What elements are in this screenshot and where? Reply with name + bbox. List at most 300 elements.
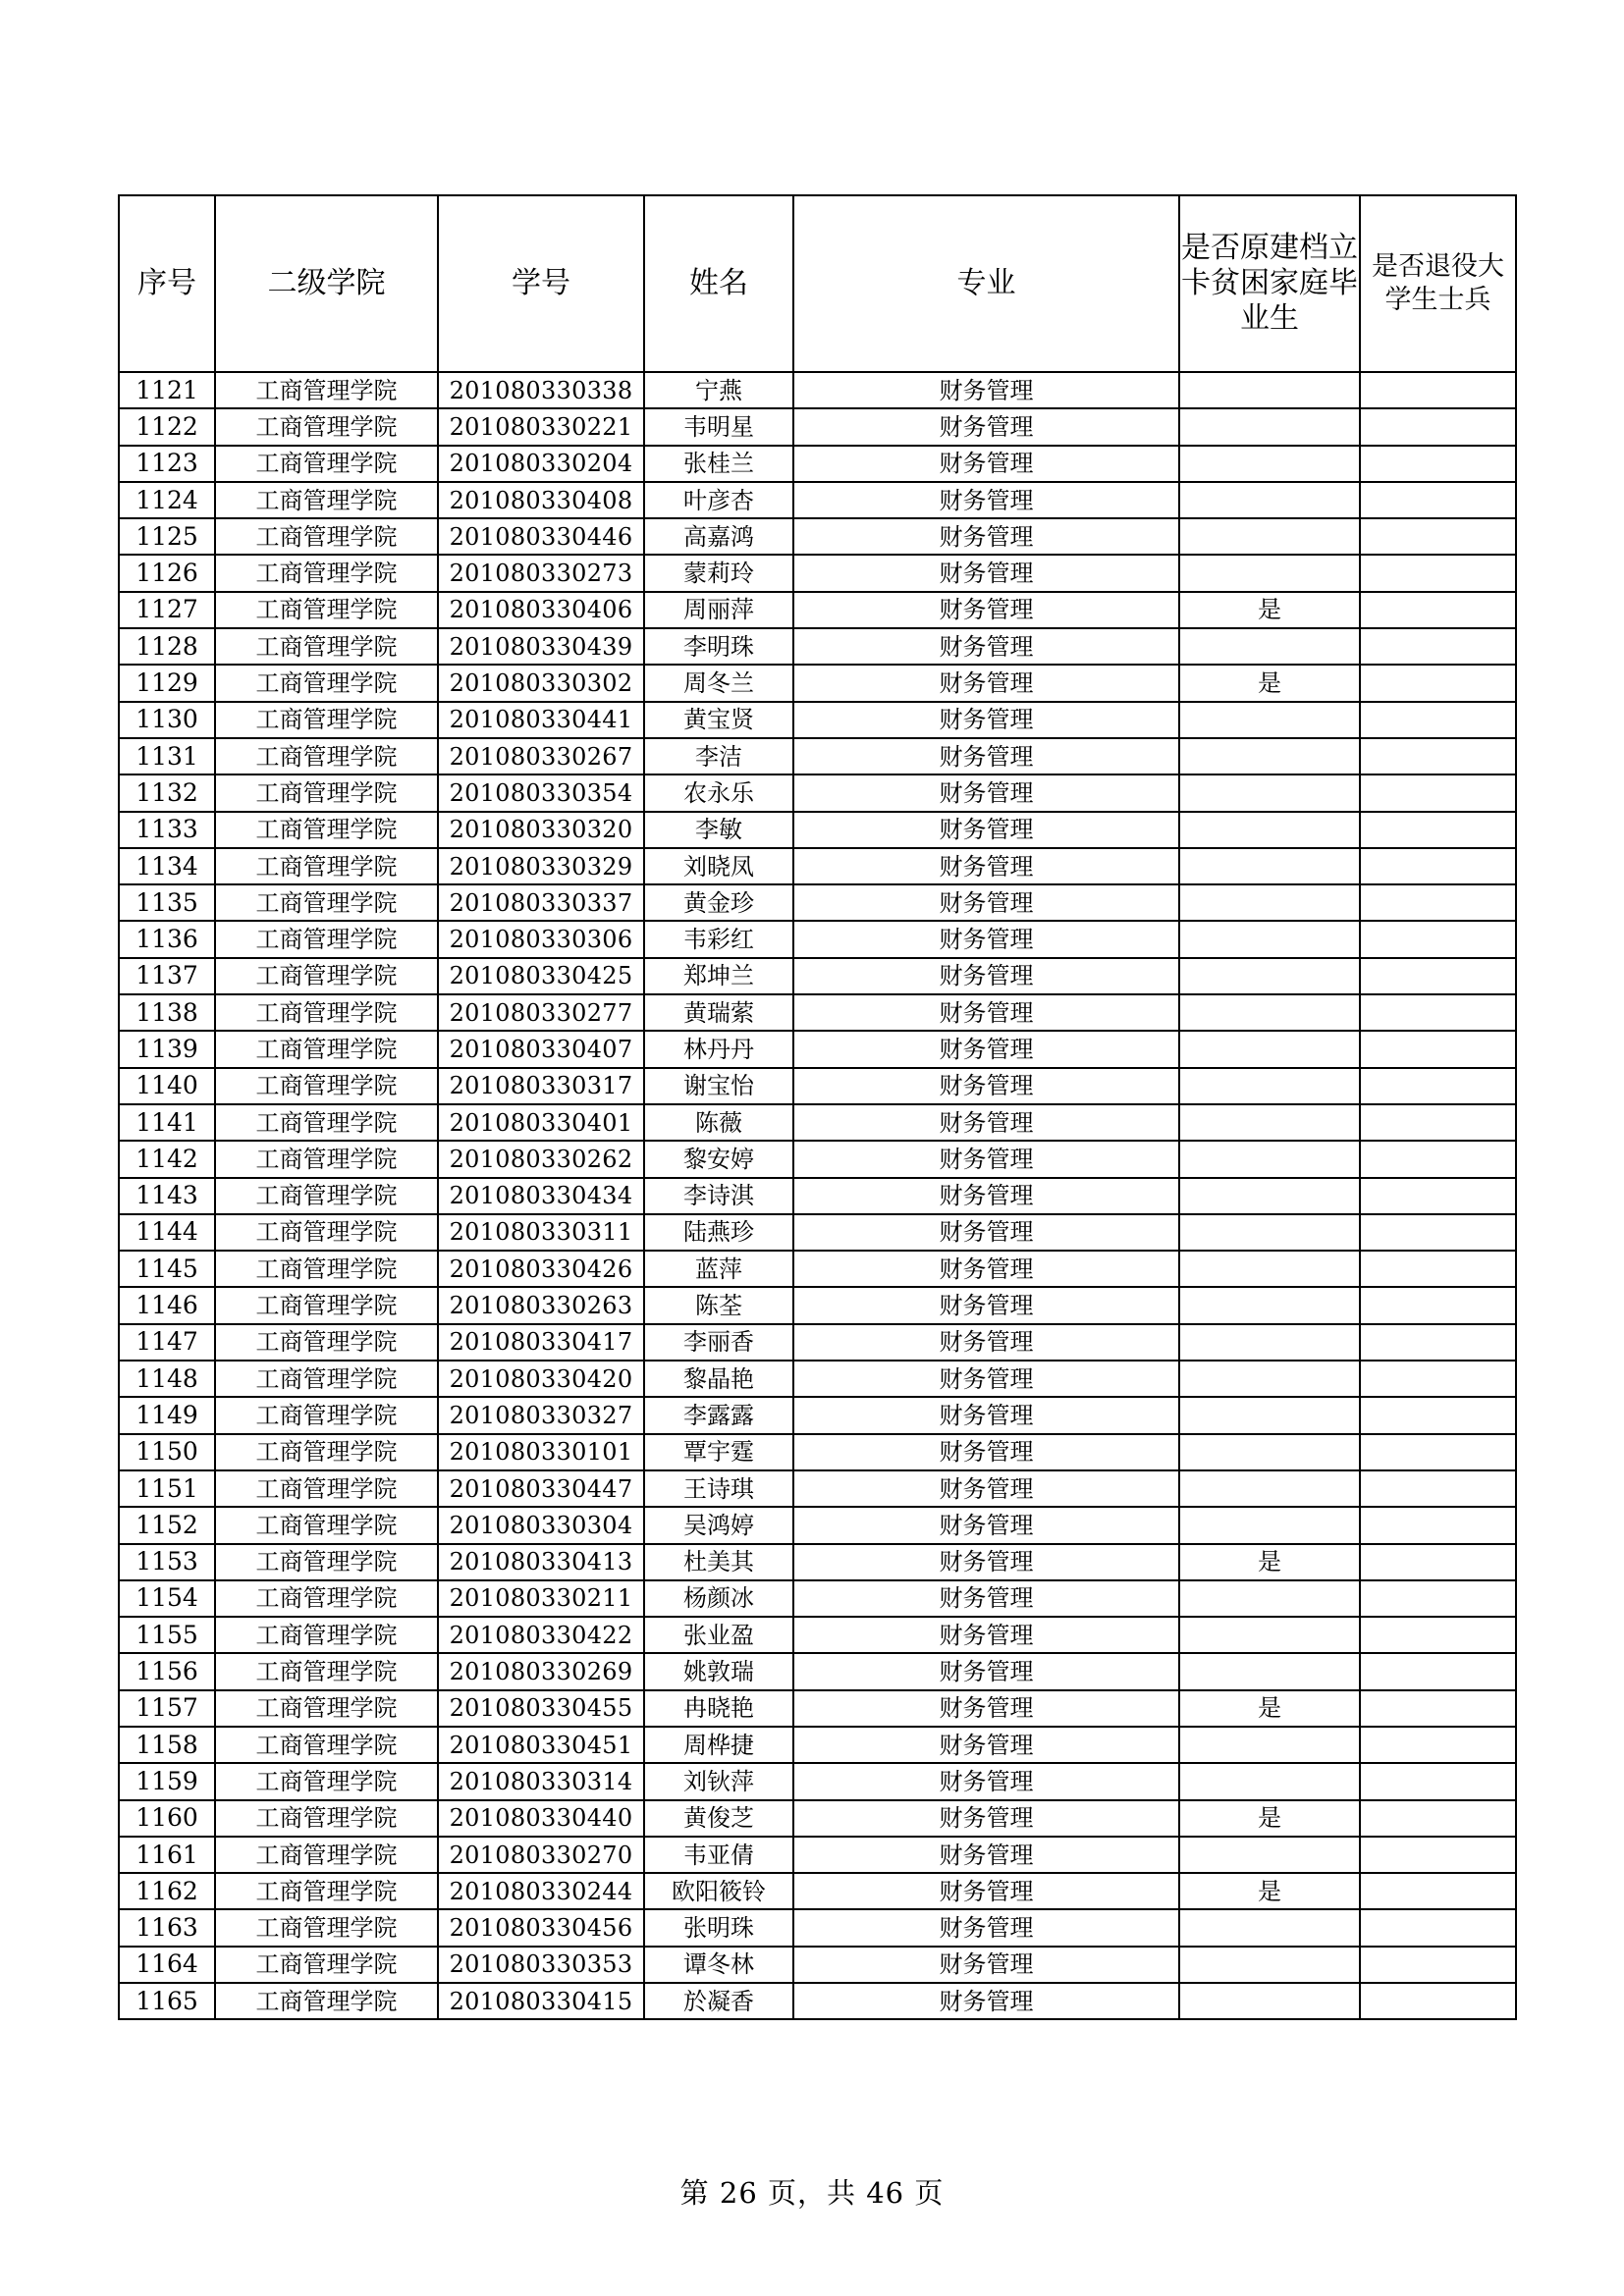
table-row: [119, 408, 1516, 445]
cell-name: 覃宇霆: [644, 1434, 793, 1470]
cell-name: 杜美其: [644, 1544, 793, 1580]
cell-poverty-family-graduate: 是: [1179, 1690, 1360, 1727]
cell-veteran-student: [1360, 848, 1516, 884]
cell-college: 工商管理学院: [215, 702, 438, 738]
cell-college: 工商管理学院: [215, 555, 438, 591]
cell-poverty-family-graduate: [1179, 848, 1360, 884]
cell-major: 财务管理: [793, 1690, 1179, 1727]
table-row: [119, 1837, 1516, 1873]
cell-poverty-family-graduate: 是: [1179, 1800, 1360, 1837]
cell-name: 蓝萍: [644, 1251, 793, 1287]
cell-poverty-family-graduate: [1179, 958, 1360, 994]
cell-veteran-student: [1360, 1763, 1516, 1799]
cell-student-id: 201080330447: [438, 1470, 644, 1507]
cell-poverty-family-graduate: 是: [1179, 1873, 1360, 1909]
table-row: [119, 738, 1516, 774]
cell-serial-number: 1144: [119, 1214, 215, 1251]
table-row: [119, 921, 1516, 957]
header-student-id: 学号: [438, 195, 644, 372]
cell-poverty-family-graduate: [1179, 1361, 1360, 1397]
cell-serial-number: 1150: [119, 1434, 215, 1470]
table-row: [119, 628, 1516, 665]
cell-poverty-family-graduate: [1179, 1178, 1360, 1214]
cell-student-id: 201080330401: [438, 1104, 644, 1141]
cell-major: 财务管理: [793, 1324, 1179, 1361]
cell-student-id: 201080330263: [438, 1287, 644, 1323]
cell-name: 高嘉鸿: [644, 518, 793, 555]
cell-college: 工商管理学院: [215, 1141, 438, 1177]
cell-poverty-family-graduate: [1179, 555, 1360, 591]
cell-name: 周桦捷: [644, 1727, 793, 1763]
cell-poverty-family-graduate: [1179, 482, 1360, 518]
page-number: 第 26 页，共 46 页: [679, 2176, 945, 2210]
cell-serial-number: 1162: [119, 1873, 215, 1909]
cell-college: 工商管理学院: [215, 1690, 438, 1727]
table-row: [119, 1653, 1516, 1689]
cell-major: 财务管理: [793, 1507, 1179, 1543]
cell-name: 郑坤兰: [644, 958, 793, 994]
cell-student-id: 201080330304: [438, 1507, 644, 1543]
cell-serial-number: 1157: [119, 1690, 215, 1727]
cell-name: 冉晓艳: [644, 1690, 793, 1727]
table-row: [119, 1580, 1516, 1617]
cell-serial-number: 1132: [119, 774, 215, 811]
cell-major: 财务管理: [793, 1178, 1179, 1214]
cell-poverty-family-graduate: [1179, 1434, 1360, 1470]
cell-college: 工商管理学院: [215, 1909, 438, 1946]
cell-veteran-student: [1360, 1800, 1516, 1837]
cell-veteran-student: [1360, 372, 1516, 408]
cell-name: 谢宝怡: [644, 1068, 793, 1104]
cell-student-id: 201080330320: [438, 812, 644, 848]
cell-serial-number: 1153: [119, 1544, 215, 1580]
cell-name: 林丹丹: [644, 1031, 793, 1067]
cell-student-id: 201080330337: [438, 884, 644, 921]
cell-poverty-family-graduate: [1179, 1947, 1360, 1983]
header-name: 姓名: [644, 195, 793, 372]
cell-student-id: 201080330306: [438, 921, 644, 957]
cell-student-id: 201080330269: [438, 1653, 644, 1689]
table-row: [119, 1397, 1516, 1433]
cell-name: 谭冬林: [644, 1947, 793, 1983]
cell-major: 财务管理: [793, 1544, 1179, 1580]
cell-serial-number: 1156: [119, 1653, 215, 1689]
cell-college: 工商管理学院: [215, 1470, 438, 1507]
cell-name: 李丽香: [644, 1324, 793, 1361]
table-row: [119, 372, 1516, 408]
cell-veteran-student: [1360, 1214, 1516, 1251]
cell-name: 李敏: [644, 812, 793, 848]
cell-name: 黄俊芝: [644, 1800, 793, 1837]
cell-serial-number: 1160: [119, 1800, 215, 1837]
cell-veteran-student: [1360, 1068, 1516, 1104]
cell-serial-number: 1143: [119, 1178, 215, 1214]
cell-veteran-student: [1360, 1690, 1516, 1727]
cell-major: 财务管理: [793, 1800, 1179, 1837]
cell-college: 工商管理学院: [215, 1031, 438, 1067]
cell-major: 财务管理: [793, 1434, 1179, 1470]
cell-name: 於凝香: [644, 1983, 793, 2019]
cell-poverty-family-graduate: 是: [1179, 1544, 1360, 1580]
table-row: [119, 994, 1516, 1031]
table-row: [119, 1690, 1516, 1727]
cell-veteran-student: [1360, 1324, 1516, 1361]
cell-poverty-family-graduate: [1179, 518, 1360, 555]
table-row: [119, 555, 1516, 591]
cell-serial-number: 1124: [119, 482, 215, 518]
cell-name: 韦彩红: [644, 921, 793, 957]
cell-serial-number: 1135: [119, 884, 215, 921]
cell-serial-number: 1122: [119, 408, 215, 445]
cell-major: 财务管理: [793, 1287, 1179, 1323]
cell-major: 财务管理: [793, 812, 1179, 848]
header-college: 二级学院: [215, 195, 438, 372]
cell-veteran-student: [1360, 1397, 1516, 1433]
cell-veteran-student: [1360, 446, 1516, 482]
cell-veteran-student: [1360, 1653, 1516, 1689]
cell-serial-number: 1147: [119, 1324, 215, 1361]
cell-veteran-student: [1360, 1104, 1516, 1141]
cell-major: 财务管理: [793, 738, 1179, 774]
cell-student-id: 201080330451: [438, 1727, 644, 1763]
cell-name: 李露露: [644, 1397, 793, 1433]
cell-major: 财务管理: [793, 994, 1179, 1031]
cell-veteran-student: [1360, 1727, 1516, 1763]
table-row: [119, 1434, 1516, 1470]
cell-serial-number: 1140: [119, 1068, 215, 1104]
cell-serial-number: 1129: [119, 665, 215, 701]
cell-student-id: 201080330338: [438, 372, 644, 408]
cell-veteran-student: [1360, 884, 1516, 921]
cell-name: 叶彦杏: [644, 482, 793, 518]
cell-poverty-family-graduate: [1179, 774, 1360, 811]
cell-student-id: 201080330327: [438, 1397, 644, 1433]
cell-poverty-family-graduate: [1179, 994, 1360, 1031]
cell-name: 张桂兰: [644, 446, 793, 482]
cell-serial-number: 1163: [119, 1909, 215, 1946]
cell-name: 周冬兰: [644, 665, 793, 701]
cell-name: 周丽萍: [644, 592, 793, 628]
cell-college: 工商管理学院: [215, 774, 438, 811]
cell-student-id: 201080330317: [438, 1068, 644, 1104]
cell-name: 陈薇: [644, 1104, 793, 1141]
cell-college: 工商管理学院: [215, 958, 438, 994]
cell-poverty-family-graduate: [1179, 408, 1360, 445]
cell-college: 工商管理学院: [215, 1653, 438, 1689]
cell-college: 工商管理学院: [215, 1873, 438, 1909]
cell-college: 工商管理学院: [215, 1983, 438, 2019]
cell-name: 黎晶艳: [644, 1361, 793, 1397]
header-row: [119, 195, 1516, 372]
cell-serial-number: 1121: [119, 372, 215, 408]
cell-college: 工商管理学院: [215, 1544, 438, 1580]
cell-college: 工商管理学院: [215, 446, 438, 482]
cell-veteran-student: [1360, 1947, 1516, 1983]
cell-veteran-student: [1360, 665, 1516, 701]
cell-name: 蒙莉玲: [644, 555, 793, 591]
cell-serial-number: 1138: [119, 994, 215, 1031]
cell-major: 财务管理: [793, 1727, 1179, 1763]
cell-student-id: 201080330101: [438, 1434, 644, 1470]
cell-veteran-student: [1360, 812, 1516, 848]
cell-major: 财务管理: [793, 628, 1179, 665]
cell-college: 工商管理学院: [215, 408, 438, 445]
cell-major: 财务管理: [793, 372, 1179, 408]
cell-poverty-family-graduate: [1179, 1909, 1360, 1946]
cell-veteran-student: [1360, 958, 1516, 994]
cell-poverty-family-graduate: 是: [1179, 665, 1360, 701]
cell-major: 财务管理: [793, 1470, 1179, 1507]
cell-college: 工商管理学院: [215, 884, 438, 921]
cell-major: 财务管理: [793, 1141, 1179, 1177]
cell-name: 张明珠: [644, 1909, 793, 1946]
cell-major: 财务管理: [793, 1909, 1179, 1946]
cell-college: 工商管理学院: [215, 1361, 438, 1397]
cell-student-id: 201080330270: [438, 1837, 644, 1873]
cell-student-id: 201080330434: [438, 1178, 644, 1214]
table-row: [119, 1727, 1516, 1763]
cell-student-id: 201080330426: [438, 1251, 644, 1287]
header-major: 专业: [793, 195, 1179, 372]
cell-college: 工商管理学院: [215, 921, 438, 957]
cell-poverty-family-graduate: [1179, 1507, 1360, 1543]
cell-serial-number: 1152: [119, 1507, 215, 1543]
cell-serial-number: 1159: [119, 1763, 215, 1799]
cell-college: 工商管理学院: [215, 1947, 438, 1983]
cell-college: 工商管理学院: [215, 1580, 438, 1617]
cell-student-id: 201080330267: [438, 738, 644, 774]
cell-veteran-student: [1360, 628, 1516, 665]
cell-college: 工商管理学院: [215, 1507, 438, 1543]
cell-poverty-family-graduate: [1179, 921, 1360, 957]
cell-veteran-student: [1360, 518, 1516, 555]
cell-college: 工商管理学院: [215, 372, 438, 408]
cell-college: 工商管理学院: [215, 1800, 438, 1837]
cell-name: 杨颜冰: [644, 1580, 793, 1617]
cell-major: 财务管理: [793, 665, 1179, 701]
cell-poverty-family-graduate: [1179, 1397, 1360, 1433]
cell-name: 宁燕: [644, 372, 793, 408]
cell-college: 工商管理学院: [215, 1324, 438, 1361]
cell-veteran-student: [1360, 1983, 1516, 2019]
table-row: [119, 1031, 1516, 1067]
cell-poverty-family-graduate: [1179, 1653, 1360, 1689]
table-row: [119, 482, 1516, 518]
cell-veteran-student: [1360, 408, 1516, 445]
cell-college: 工商管理学院: [215, 1397, 438, 1433]
cell-major: 财务管理: [793, 1251, 1179, 1287]
cell-veteran-student: [1360, 1251, 1516, 1287]
cell-major: 财务管理: [793, 1580, 1179, 1617]
table-row: [119, 1104, 1516, 1141]
cell-student-id: 201080330354: [438, 774, 644, 811]
cell-college: 工商管理学院: [215, 994, 438, 1031]
cell-student-id: 201080330221: [438, 408, 644, 445]
cell-college: 工商管理学院: [215, 1251, 438, 1287]
cell-name: 姚敦瑞: [644, 1653, 793, 1689]
cell-veteran-student: [1360, 1287, 1516, 1323]
cell-veteran-student: [1360, 1580, 1516, 1617]
cell-serial-number: 1145: [119, 1251, 215, 1287]
cell-student-id: 201080330329: [438, 848, 644, 884]
cell-veteran-student: [1360, 1141, 1516, 1177]
cell-poverty-family-graduate: [1179, 738, 1360, 774]
cell-veteran-student: [1360, 1909, 1516, 1946]
table-row: [119, 848, 1516, 884]
table-row: [119, 1361, 1516, 1397]
cell-major: 财务管理: [793, 408, 1179, 445]
cell-poverty-family-graduate: [1179, 1214, 1360, 1251]
table-row: [119, 665, 1516, 701]
cell-poverty-family-graduate: [1179, 1983, 1360, 2019]
cell-serial-number: 1149: [119, 1397, 215, 1433]
cell-major: 财务管理: [793, 518, 1179, 555]
cell-major: 财务管理: [793, 1947, 1179, 1983]
cell-student-id: 201080330406: [438, 592, 644, 628]
cell-college: 工商管理学院: [215, 1434, 438, 1470]
cell-veteran-student: [1360, 702, 1516, 738]
cell-major: 财务管理: [793, 1617, 1179, 1653]
cell-serial-number: 1151: [119, 1470, 215, 1507]
cell-veteran-student: [1360, 1873, 1516, 1909]
cell-name: 黄宝贤: [644, 702, 793, 738]
cell-college: 工商管理学院: [215, 628, 438, 665]
cell-poverty-family-graduate: [1179, 1251, 1360, 1287]
cell-serial-number: 1142: [119, 1141, 215, 1177]
cell-student-id: 201080330439: [438, 628, 644, 665]
cell-serial-number: 1165: [119, 1983, 215, 2019]
cell-serial-number: 1164: [119, 1947, 215, 1983]
cell-college: 工商管理学院: [215, 1617, 438, 1653]
cell-poverty-family-graduate: [1179, 1068, 1360, 1104]
cell-student-id: 201080330446: [438, 518, 644, 555]
table-row: [119, 1178, 1516, 1214]
cell-serial-number: 1134: [119, 848, 215, 884]
cell-serial-number: 1126: [119, 555, 215, 591]
cell-student-id: 201080330407: [438, 1031, 644, 1067]
table-row: [119, 774, 1516, 811]
cell-veteran-student: [1360, 1837, 1516, 1873]
cell-student-id: 201080330417: [438, 1324, 644, 1361]
cell-student-id: 201080330244: [438, 1873, 644, 1909]
cell-student-id: 201080330415: [438, 1983, 644, 2019]
cell-student-id: 201080330456: [438, 1909, 644, 1946]
cell-serial-number: 1154: [119, 1580, 215, 1617]
cell-college: 工商管理学院: [215, 1068, 438, 1104]
cell-poverty-family-graduate: [1179, 1287, 1360, 1323]
cell-name: 陆燕珍: [644, 1214, 793, 1251]
cell-veteran-student: [1360, 774, 1516, 811]
cell-student-id: 201080330302: [438, 665, 644, 701]
cell-veteran-student: [1360, 1507, 1516, 1543]
cell-major: 财务管理: [793, 848, 1179, 884]
table-body: [119, 372, 1516, 2019]
cell-major: 财务管理: [793, 921, 1179, 957]
cell-major: 财务管理: [793, 482, 1179, 518]
cell-poverty-family-graduate: [1179, 446, 1360, 482]
cell-serial-number: 1136: [119, 921, 215, 957]
cell-name: 王诗琪: [644, 1470, 793, 1507]
cell-name: 黎安婷: [644, 1141, 793, 1177]
cell-major: 财务管理: [793, 446, 1179, 482]
graduate-list-table: [118, 194, 1517, 2020]
cell-poverty-family-graduate: [1179, 1837, 1360, 1873]
table-row: [119, 1873, 1516, 1909]
cell-major: 财务管理: [793, 774, 1179, 811]
cell-college: 工商管理学院: [215, 1178, 438, 1214]
cell-college: 工商管理学院: [215, 812, 438, 848]
table-row: [119, 1287, 1516, 1323]
cell-student-id: 201080330425: [438, 958, 644, 994]
table-row: [119, 1141, 1516, 1177]
cell-major: 财务管理: [793, 1837, 1179, 1873]
cell-student-id: 201080330311: [438, 1214, 644, 1251]
cell-veteran-student: [1360, 555, 1516, 591]
cell-student-id: 201080330413: [438, 1544, 644, 1580]
cell-student-id: 201080330353: [438, 1947, 644, 1983]
cell-name: 李诗淇: [644, 1178, 793, 1214]
table-row: [119, 1251, 1516, 1287]
cell-veteran-student: [1360, 1434, 1516, 1470]
cell-poverty-family-graduate: [1179, 1470, 1360, 1507]
cell-college: 工商管理学院: [215, 1837, 438, 1873]
cell-name: 张业盈: [644, 1617, 793, 1653]
cell-serial-number: 1155: [119, 1617, 215, 1653]
cell-veteran-student: [1360, 921, 1516, 957]
cell-serial-number: 1130: [119, 702, 215, 738]
cell-serial-number: 1161: [119, 1837, 215, 1873]
cell-major: 财务管理: [793, 958, 1179, 994]
cell-poverty-family-graduate: 是: [1179, 592, 1360, 628]
header-veteran-student: 是否退役大学生士兵: [1360, 195, 1516, 372]
cell-poverty-family-graduate: [1179, 372, 1360, 408]
cell-major: 财务管理: [793, 884, 1179, 921]
cell-serial-number: 1123: [119, 446, 215, 482]
cell-major: 财务管理: [793, 1068, 1179, 1104]
cell-name: 农永乐: [644, 774, 793, 811]
cell-poverty-family-graduate: [1179, 1324, 1360, 1361]
table-row: [119, 812, 1516, 848]
cell-veteran-student: [1360, 592, 1516, 628]
cell-name: 刘钬萍: [644, 1763, 793, 1799]
cell-name: 吴鸿婷: [644, 1507, 793, 1543]
cell-name: 欧阳筱铃: [644, 1873, 793, 1909]
cell-college: 工商管理学院: [215, 1287, 438, 1323]
cell-serial-number: 1148: [119, 1361, 215, 1397]
cell-student-id: 201080330211: [438, 1580, 644, 1617]
table-row: [119, 958, 1516, 994]
cell-serial-number: 1131: [119, 738, 215, 774]
cell-veteran-student: [1360, 1470, 1516, 1507]
cell-college: 工商管理学院: [215, 665, 438, 701]
cell-poverty-family-graduate: [1179, 702, 1360, 738]
cell-major: 财务管理: [793, 1397, 1179, 1433]
cell-serial-number: 1139: [119, 1031, 215, 1067]
header-poverty-family-graduate: 是否原建档立卡贫困家庭毕业生: [1179, 195, 1360, 372]
cell-major: 财务管理: [793, 1031, 1179, 1067]
cell-serial-number: 1146: [119, 1287, 215, 1323]
table-row: [119, 1947, 1516, 1983]
cell-student-id: 201080330440: [438, 1800, 644, 1837]
cell-veteran-student: [1360, 1544, 1516, 1580]
table-row: [119, 1068, 1516, 1104]
cell-major: 财务管理: [793, 1361, 1179, 1397]
cell-name: 韦亚倩: [644, 1837, 793, 1873]
cell-major: 财务管理: [793, 1763, 1179, 1799]
cell-veteran-student: [1360, 1361, 1516, 1397]
cell-student-id: 201080330455: [438, 1690, 644, 1727]
cell-poverty-family-graduate: [1179, 1031, 1360, 1067]
